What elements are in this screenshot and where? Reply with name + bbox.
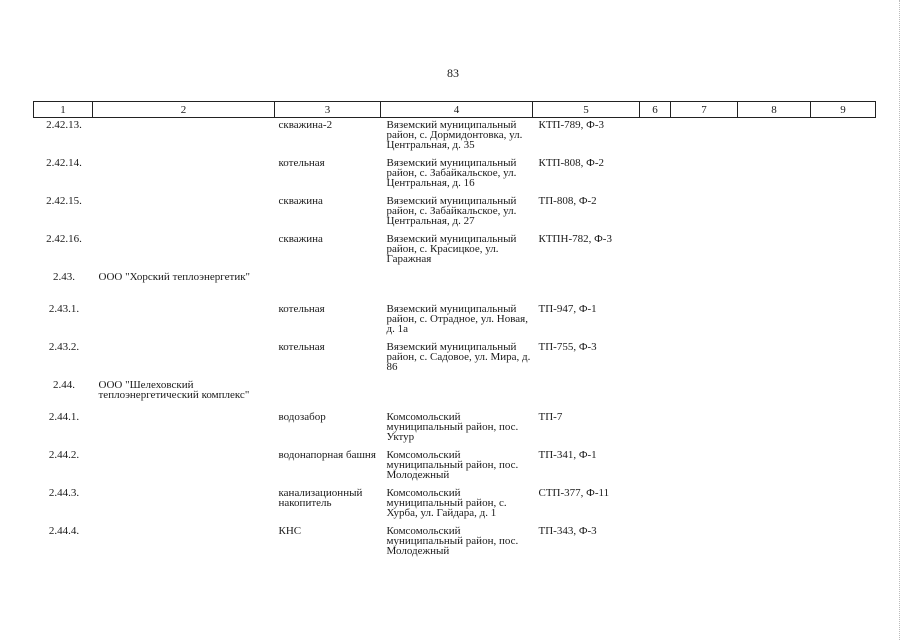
- empty-cell: [811, 194, 876, 232]
- organization-cell: [93, 302, 275, 340]
- empty-cell: [671, 340, 738, 378]
- row-number: 2.43.1.: [48, 302, 80, 315]
- table-row: [34, 194, 876, 232]
- address-cell: Комсомольский муниципальный район, пос. Молодежный: [386, 524, 519, 557]
- address-cell: [381, 378, 533, 410]
- substation-cell: КТП-808, Ф-2: [538, 156, 605, 169]
- address-cell: Комсомольский муниципальный район, пос. Молодежный: [386, 448, 519, 481]
- column-header: 6: [640, 102, 671, 118]
- object-cell: [275, 270, 381, 302]
- substation-cell: СТП-377, Ф-11: [538, 486, 610, 499]
- address-cell: Комсомольский муниципальный район, пос. Уктур: [386, 410, 519, 443]
- organization-row: [34, 378, 876, 410]
- empty-cell: [738, 270, 811, 302]
- empty-cell: [671, 378, 738, 410]
- organization-cell: [93, 194, 275, 232]
- empty-cell: [738, 524, 811, 562]
- table-row: [34, 340, 876, 378]
- empty-cell: [738, 194, 811, 232]
- empty-cell: [738, 118, 811, 156]
- column-header: 9: [811, 102, 876, 118]
- row-number: 2.42.14.: [46, 156, 82, 169]
- object-cell: котельная: [278, 340, 325, 353]
- empty-cell: [811, 378, 876, 410]
- empty-cell: [640, 232, 671, 270]
- table-row: [34, 486, 876, 524]
- column-header: 2: [93, 102, 275, 118]
- empty-cell: [671, 270, 738, 302]
- organization-cell: ООО "Хорский теплоэнергетик": [98, 270, 251, 283]
- header-row: [34, 102, 876, 118]
- organization-cell: [93, 118, 275, 156]
- empty-cell: [671, 232, 738, 270]
- empty-cell: [640, 448, 671, 486]
- organization-cell: [93, 524, 275, 562]
- empty-cell: [640, 118, 671, 156]
- row-number: 2.44.2.: [48, 448, 80, 461]
- page-number: 83: [447, 66, 459, 80]
- empty-cell: [738, 486, 811, 524]
- empty-cell: [640, 410, 671, 448]
- empty-cell: [671, 118, 738, 156]
- empty-cell: [640, 302, 671, 340]
- empty-cell: [671, 486, 738, 524]
- empty-cell: [738, 302, 811, 340]
- object-cell: канализационный накопитель: [278, 486, 363, 509]
- empty-cell: [640, 486, 671, 524]
- table-row: [34, 410, 876, 448]
- object-cell: водонапорная башня: [278, 448, 376, 461]
- empty-cell: [811, 232, 876, 270]
- object-cell: скважина: [278, 194, 323, 207]
- table-row: [34, 524, 876, 562]
- organization-cell: [93, 156, 275, 194]
- empty-cell: [640, 194, 671, 232]
- empty-cell: [811, 340, 876, 378]
- substation-cell: ТП-341, Ф-1: [538, 448, 597, 461]
- address-cell: Вяземский муниципальный район, с. Забайкальское, ул. Центральная, д. 27: [386, 194, 517, 227]
- substation-cell: ТП-808, Ф-2: [538, 194, 597, 207]
- object-cell: скважина: [278, 232, 323, 245]
- row-number: 2.43.2.: [48, 340, 80, 353]
- address-cell: Вяземский муниципальный район, с. Садовое, ул. Мира, д. 86: [386, 340, 531, 373]
- address-cell: Вяземский муниципальный район, с. Забайкальское, ул. Центральная, д. 16: [386, 156, 517, 189]
- table-row: [34, 302, 876, 340]
- row-number: 2.44.3.: [48, 486, 80, 499]
- empty-cell: [811, 524, 876, 562]
- substation-cell: ТП-343, Ф-3: [538, 524, 597, 537]
- row-number: 2.42.13.: [46, 119, 82, 131]
- object-cell: [275, 378, 381, 410]
- address-cell: Вяземский муниципальный район, с. Красицкое, ул. Гаражная: [386, 232, 517, 265]
- empty-cell: [811, 156, 876, 194]
- table-row: [34, 156, 876, 194]
- organization-cell: [93, 340, 275, 378]
- empty-cell: [811, 270, 876, 302]
- row-number: 2.42.16.: [46, 232, 82, 245]
- column-header: 4: [381, 102, 533, 118]
- empty-cell: [640, 340, 671, 378]
- address-cell: Комсомольский муниципальный район, с. Хурба, ул. Гайдара, д. 1: [386, 486, 507, 519]
- column-header: 5: [533, 102, 640, 118]
- scan-edge-line: [898, 0, 900, 640]
- column-header: 3: [275, 102, 381, 118]
- table-row: [34, 118, 876, 156]
- empty-cell: [671, 156, 738, 194]
- organization-cell: [93, 486, 275, 524]
- empty-cell: [811, 118, 876, 156]
- row-number: 2.44.: [53, 378, 75, 391]
- row-number: 2.44.4.: [48, 524, 80, 537]
- empty-cell: [811, 410, 876, 448]
- empty-cell: [811, 486, 876, 524]
- column-header: 1: [34, 102, 93, 118]
- organization-cell: [93, 232, 275, 270]
- row-number: 2.43.: [53, 270, 75, 283]
- empty-cell: [640, 270, 671, 302]
- organization-cell: [93, 410, 275, 448]
- substation-cell: КТПН-782, Ф-3: [538, 232, 612, 245]
- organization-row: [34, 270, 876, 302]
- row-number: 2.44.1.: [48, 410, 80, 423]
- object-cell: котельная: [278, 302, 325, 315]
- address-cell: Вяземский муниципальный район, с. Отрадное, ул. Новая, д. 1а: [386, 302, 528, 335]
- column-header: 7: [671, 102, 738, 118]
- empty-cell: [671, 524, 738, 562]
- objects-table: [33, 101, 876, 562]
- empty-cell: [671, 410, 738, 448]
- empty-cell: [738, 378, 811, 410]
- substation-cell: [533, 270, 640, 302]
- empty-cell: [640, 524, 671, 562]
- substation-cell: ТП-7: [538, 410, 563, 423]
- substation-cell: [533, 378, 640, 410]
- empty-cell: [811, 448, 876, 486]
- organization-cell: [93, 448, 275, 486]
- address-cell: [381, 270, 533, 302]
- empty-cell: [811, 302, 876, 340]
- empty-cell: [671, 448, 738, 486]
- empty-cell: [738, 156, 811, 194]
- object-cell: КНС: [278, 524, 302, 537]
- substation-cell: ТП-947, Ф-1: [538, 302, 597, 315]
- organization-cell: ООО "Шелеховский теплоэнергетический комплекс": [98, 378, 250, 401]
- empty-cell: [671, 194, 738, 232]
- empty-cell: [738, 448, 811, 486]
- table-row: [34, 448, 876, 486]
- empty-cell: [738, 232, 811, 270]
- table-row: [34, 232, 876, 270]
- substation-cell: КТП-789, Ф-3: [538, 119, 605, 131]
- substation-cell: ТП-755, Ф-3: [538, 340, 597, 353]
- object-cell: скважина-2: [278, 119, 333, 131]
- object-cell: водозабор: [278, 410, 326, 423]
- column-header: 8: [738, 102, 811, 118]
- empty-cell: [671, 302, 738, 340]
- address-cell: Вяземский муниципальный район, с. Дормидонтовка, ул. Центральная, д. 35: [386, 119, 523, 151]
- empty-cell: [738, 410, 811, 448]
- empty-cell: [738, 340, 811, 378]
- empty-cell: [640, 156, 671, 194]
- object-cell: котельная: [278, 156, 325, 169]
- empty-cell: [640, 378, 671, 410]
- row-number: 2.42.15.: [46, 194, 82, 207]
